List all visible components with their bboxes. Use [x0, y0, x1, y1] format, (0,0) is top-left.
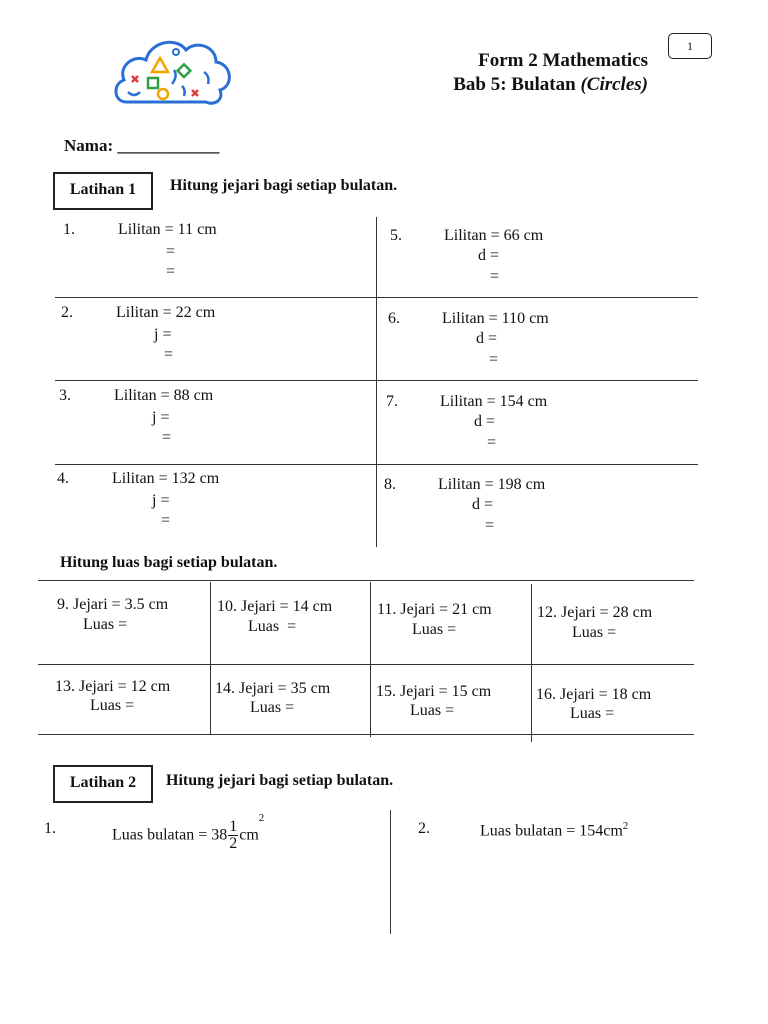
- question-1: 1. Lilitan = 11 cm = =: [63, 221, 217, 280]
- question-8: 8. Lilitan = 198 cm d = =: [384, 476, 546, 534]
- question-15: 15. Jejari = 15 cm Luas =: [376, 683, 492, 719]
- question-11: 11. Jejari = 21 cm Luas =: [377, 601, 492, 638]
- grid-divider-vertical: [210, 582, 211, 734]
- question-2: 2. Lilitan = 22 cm j = =: [61, 304, 216, 363]
- latihan-2-label: Latihan 2: [53, 765, 153, 803]
- grid-divider-horizontal: [55, 380, 698, 381]
- grid-divider-horizontal: [38, 734, 694, 735]
- latihan-2-instruction: Hitung jejari bagi setiap bulatan.: [166, 772, 394, 789]
- latihan-2-question-2: Luas bulatan = $154cm^2$: [480, 820, 629, 840]
- question-4: 4. Lilitan = 132 cm j = =: [57, 470, 220, 529]
- question-10: 10. Jejari = 14 cm Luas =: [217, 598, 333, 635]
- grid-divider-vertical: [370, 582, 371, 737]
- question-5: 5. Lilitan = 66 cm d = =: [390, 227, 544, 285]
- grid-divider-horizontal: [38, 580, 694, 581]
- name-field-label: Nama: ____________: [64, 136, 220, 155]
- grid-divider-horizontal: [38, 664, 694, 665]
- latihan-2-question-1: Luas bulatan = 38 $\frac{1}{2}$ $cm^2$: [112, 812, 265, 852]
- grid-divider-vertical: [376, 217, 377, 547]
- shapes-cloud-logo-icon: [112, 28, 234, 112]
- luas-instruction: Hitung luas bagi setiap bulatan.: [60, 554, 278, 571]
- page-number: 1: [668, 33, 712, 59]
- question-3: 3. Lilitan = 88 cm j = =: [59, 387, 214, 446]
- question-16: 16. Jejari = 18 cm Luas =: [536, 686, 652, 722]
- grid-divider-vertical: [390, 810, 391, 934]
- document-title: Form 2 Mathematics: [478, 50, 648, 71]
- latihan-2-question-2-number: 2.: [418, 820, 430, 837]
- question-7: 7. Lilitan = 154 cm d = =: [386, 393, 548, 451]
- question-6: 6. Lilitan = 110 cm d = =: [388, 310, 549, 368]
- question-9: 9. Jejari = 3.5 cm Luas =: [57, 596, 169, 633]
- question-13: 13. Jejari = 12 cm Luas =: [55, 678, 171, 714]
- question-12: 12. Jejari = 28 cm Luas =: [537, 604, 653, 641]
- latihan-2-question-1-number: 1.: [44, 820, 56, 837]
- grid-divider-horizontal: [55, 297, 698, 298]
- grid-divider-horizontal: [55, 464, 698, 465]
- grid-divider-vertical: [531, 584, 532, 742]
- latihan-1-instruction: Hitung jejari bagi setiap bulatan.: [170, 177, 398, 194]
- document-subtitle: Bab 5: Bulatan (Circles): [453, 74, 648, 95]
- question-14: 14. Jejari = 35 cm Luas =: [215, 680, 331, 716]
- latihan-1-label: Latihan 1: [53, 172, 153, 210]
